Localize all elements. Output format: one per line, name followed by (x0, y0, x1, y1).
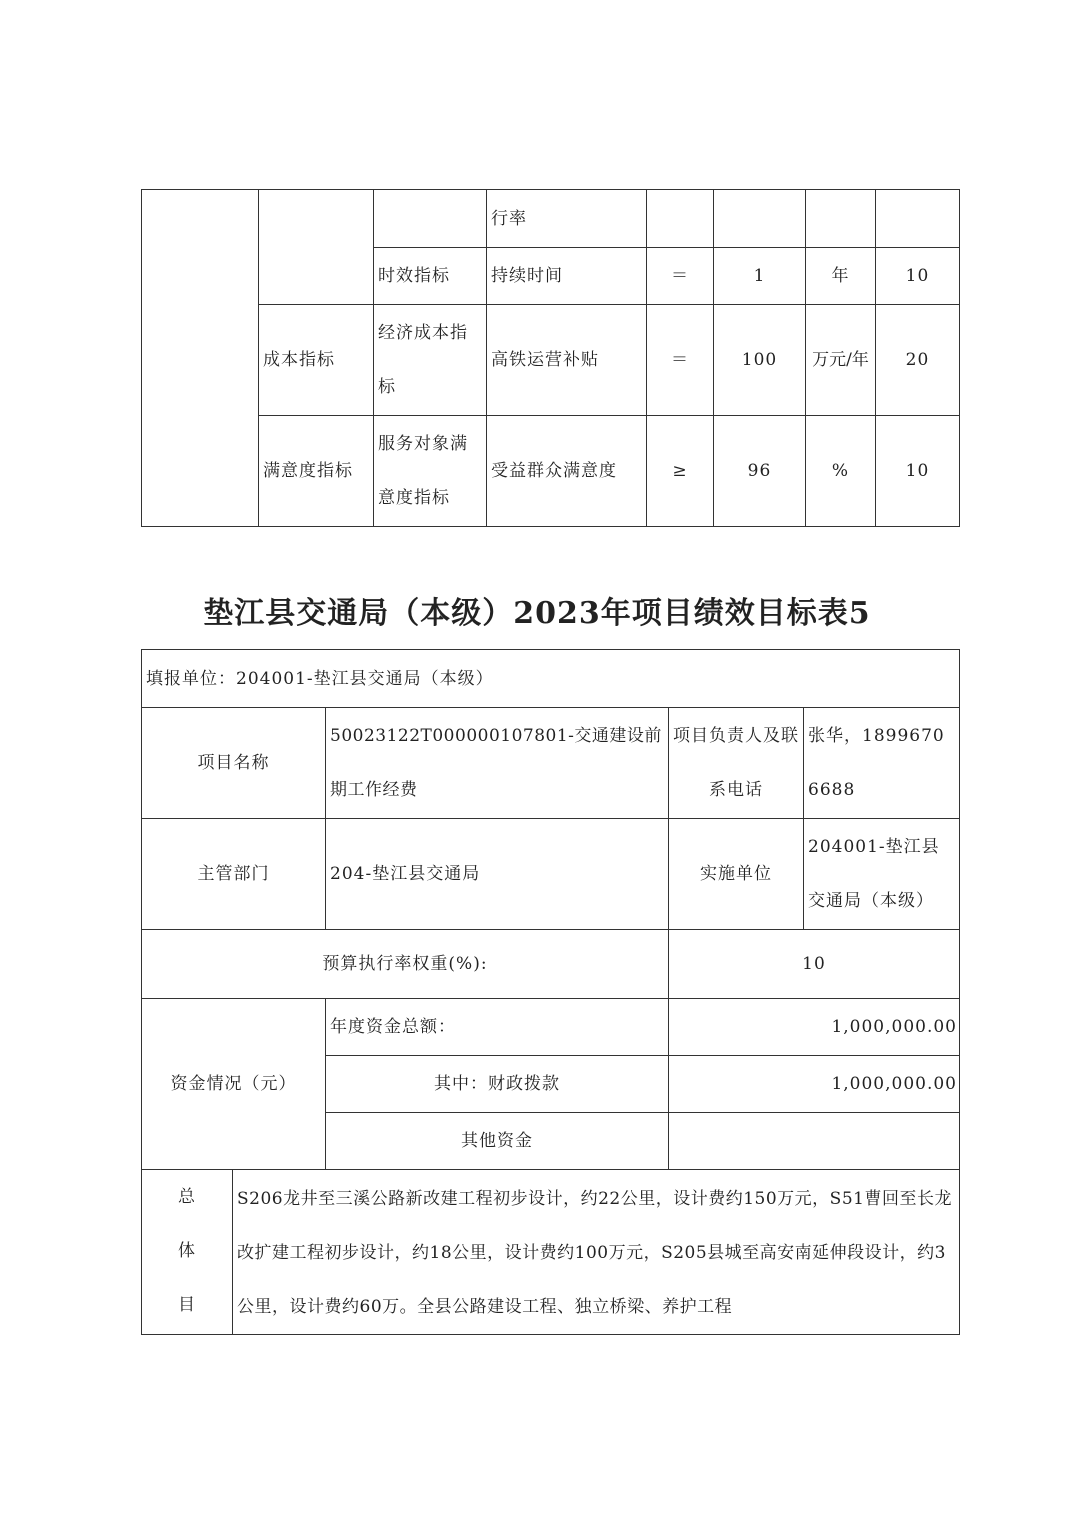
unit-cell (806, 190, 876, 248)
unit-cell: 年 (806, 248, 876, 305)
project-name-label: 项目名称 (142, 708, 326, 819)
operator-cell: ＝ (647, 248, 714, 305)
level2-cell (259, 190, 374, 305)
level2-cell: 满意度指标 (259, 416, 374, 527)
fiscal-value: 1,000,000.00 (669, 1056, 960, 1113)
annual-total-value: 1,000,000.00 (669, 999, 960, 1056)
operator-cell: ＝ (647, 305, 714, 416)
fiscal-label: 其中：财政拨款 (326, 1056, 669, 1113)
leader-label: 项目负责人及联系电话 (669, 708, 804, 819)
project-name-value: 50023122T000000107801-交通建设前期工作经费 (326, 708, 669, 819)
level2-cell: 成本指标 (259, 305, 374, 416)
indicator-row (142, 305, 960, 416)
project-form-table (141, 649, 960, 1335)
indicator-table (141, 189, 960, 527)
annual-total-label: 年度资金总额： (326, 999, 669, 1056)
overall-goal-label: 总体目 (142, 1170, 233, 1335)
overall-goal-text: S206龙井至三溪公路新改建工程初步设计，约22公里，设计费约150万元，S51曹回至长龙改扩建工程初步设计，约18公里，设计费约100万元，S205县城至高安南延伸段设计，约3公里，设计费约60万。全县公路建设工程、独立桥梁、养护工程 (233, 1170, 960, 1335)
indicator-row (142, 416, 960, 527)
indicator-row (142, 190, 960, 248)
funds-label: 资金情况（元） (142, 999, 326, 1170)
indicator-name: 持续时间 (487, 248, 647, 305)
indicator-name: 受益群众满意度 (487, 416, 647, 527)
score-cell: 10 (876, 416, 960, 527)
level1-cell (142, 190, 259, 527)
page-title: 垫江县交通局（本级）2023年项目绩效目标表5 (203, 596, 871, 631)
unit-cell: 万元/年 (806, 305, 876, 416)
level3-cell: 服务对象满意度指标 (374, 416, 487, 527)
operator-cell (647, 190, 714, 248)
score-cell: 10 (876, 248, 960, 305)
value-cell: 96 (714, 416, 806, 527)
other-funds-value (669, 1113, 960, 1170)
dept-value: 204-垫江县交通局 (326, 819, 669, 930)
reporting-unit: 填报单位：204001-垫江县交通局（本级） (142, 650, 960, 708)
score-cell: 20 (876, 305, 960, 416)
level3-cell: 经济成本指标 (374, 305, 487, 416)
indicator-name: 高铁运营补贴 (487, 305, 647, 416)
leader-value: 张华，18996706688 (804, 708, 960, 819)
impl-label: 实施单位 (669, 819, 804, 930)
score-cell (876, 190, 960, 248)
indicator-name: 行率 (487, 190, 647, 248)
level3-cell: 时效指标 (374, 248, 487, 305)
value-cell: 1 (714, 248, 806, 305)
unit-cell: % (806, 416, 876, 527)
level3-cell (374, 190, 487, 248)
operator-cell: ≥ (647, 416, 714, 527)
impl-value: 204001-垫江县交通局（本级） (804, 819, 960, 930)
budget-weight-value: 10 (669, 930, 960, 999)
budget-weight-label: 预算执行率权重(%): (142, 930, 669, 999)
value-cell: 100 (714, 305, 806, 416)
dept-label: 主管部门 (142, 819, 326, 930)
value-cell (714, 190, 806, 248)
other-funds-label: 其他资金 (326, 1113, 669, 1170)
